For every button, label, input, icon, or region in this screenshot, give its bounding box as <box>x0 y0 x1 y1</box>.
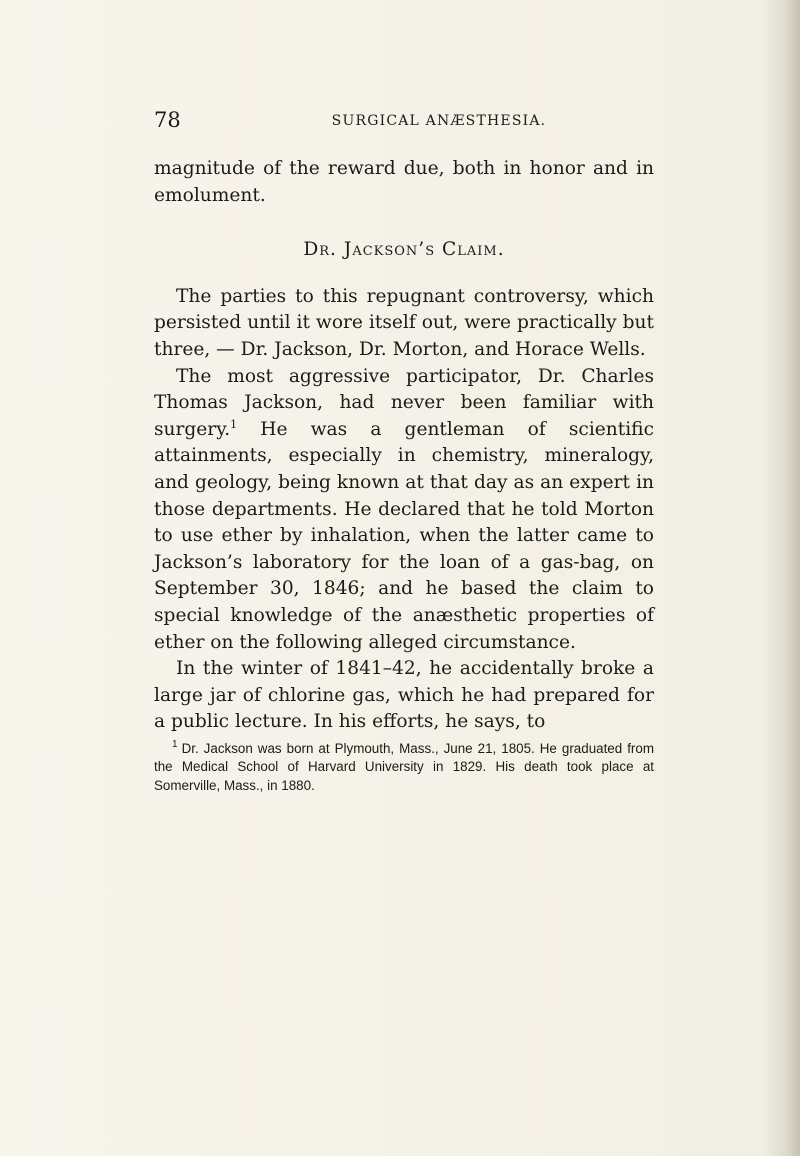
paragraph-jackson-start: The most aggressive participator, Dr. Charles Thomas Jackson, had never been familiar with surgery. <box>154 365 654 440</box>
section-heading: Dr. Jackson’s Claim. <box>303 239 505 261</box>
footnote-mark: 1 <box>172 739 178 751</box>
paragraph-winter: In the winter of 1841–42, he accidentally broke a large jar of chlorine gas, which he had prepared for a public lecture. In his efforts, he says, to <box>154 658 654 733</box>
running-head: SURGICAL ANÆSTHESIA. <box>331 113 547 129</box>
page-number: 78 <box>154 108 181 132</box>
page-header <box>154 106 654 136</box>
paragraph-parties: The parties to this repugnant controversy, which persisted until it wore itself out, were practically but three, — Dr. Jackson, Dr. Morton, and Horace Wells. <box>154 285 654 360</box>
paragraph-jackson <box>154 364 654 657</box>
page-content <box>154 106 654 796</box>
footnote-reference[interactable]: 1 <box>230 417 238 431</box>
paragraph-jackson-rest: He was a gentleman of scientific attainments, especially in chemistry, mineralogy, and geology, being known at that day as an expert in those departments. He declared that he told Morton to use ether by inhalation, when the latter came to Jackson’s laboratory for the loan of a gas-bag, on September 30, 1846; and he based the claim to special knowledge of the anæsthetic properties of ether on the following alleged circumstance. <box>154 418 654 653</box>
footnote-text: Dr. Jackson was born at Plymouth, Mass., June 21, 1805. He graduated from the Medical School of Harvard University in 1829. His death took place at Somerville, Mass., in 1880. <box>154 740 654 794</box>
continuation-paragraph: magnitude of the reward due, both in honor and in emolument. <box>154 158 654 206</box>
footnote <box>154 740 654 796</box>
page-edge-shadow <box>762 0 800 1156</box>
